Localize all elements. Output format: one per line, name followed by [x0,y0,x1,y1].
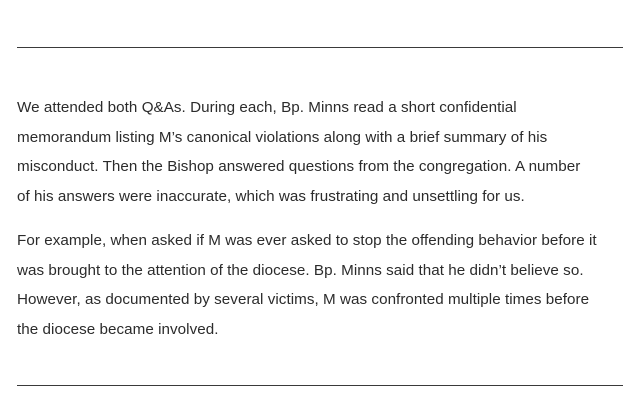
paragraph-2-line-3: However, as documented by several victims, M was confronted multiple times before [17,291,590,308]
paragraph-1-line-1: We attended both Q&As. During each, Bp. Minns read a short confidential [17,99,517,116]
paragraph-2 [17,226,627,344]
paragraph-1 [17,93,627,211]
paragraph-1-line-4: of his answers were inaccurate, which was frustrating and unsettling for us. [17,187,525,205]
top-divider [17,47,623,48]
paragraph-2-line-2: was brought to the attention of the diocese. Bp. Minns said that he didn’t believe so. [17,261,584,279]
paragraph-1-line-3: misconduct. Then the Bishop answered questions from the congregation. A number [17,158,581,175]
paragraph-2-line-1: For example, when asked if M was ever asked to stop the offending behavior before it [17,232,597,249]
article-body [17,93,627,344]
paragraph-2-line-4: the diocese became involved. [17,320,219,338]
paragraph-1-line-2: memorandum listing M’s canonical violations along with a brief summary of his [17,128,548,146]
bottom-divider [17,385,623,386]
